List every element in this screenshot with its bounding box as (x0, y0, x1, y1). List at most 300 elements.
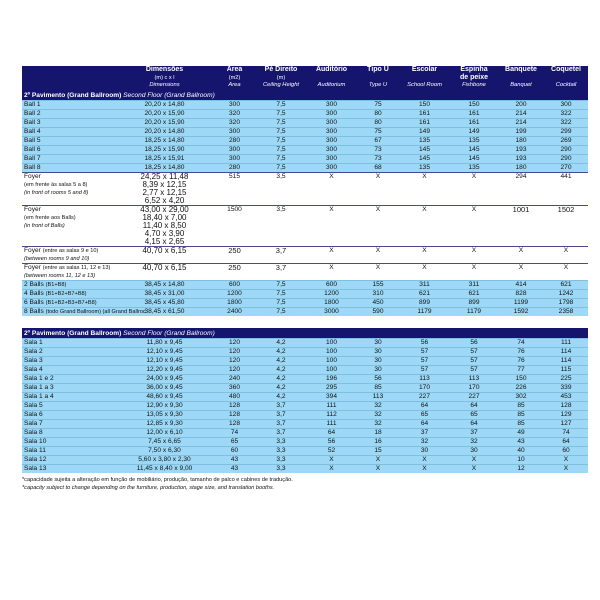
cell: 621 (399, 290, 450, 299)
cell: 322 (544, 110, 588, 119)
cell: 199 (498, 128, 544, 137)
cell: 20,20 x 15,90 (116, 119, 213, 128)
cell: 24,00 x 9,45 (116, 375, 213, 384)
cell: 1179 (450, 308, 498, 317)
cell: 57 (399, 357, 450, 366)
cell: 225 (544, 375, 588, 384)
capacity-table (22, 66, 588, 473)
cell: 3,7 (256, 411, 306, 420)
cell: 76 (498, 357, 544, 366)
cell: 65 (399, 411, 450, 420)
cell: 180 (498, 164, 544, 173)
cell: 49 (498, 429, 544, 438)
cell: 135 (450, 164, 498, 173)
cell: 127 (544, 420, 588, 429)
cell: 2358 (544, 308, 588, 317)
cell: 12,10 x 9,45 (116, 357, 213, 366)
cell: 7,5 (256, 290, 306, 299)
cell: 7,5 (256, 119, 306, 128)
cell: 67 (357, 137, 399, 146)
cell: 85 (357, 384, 399, 393)
cell: 621 (544, 281, 588, 290)
cell: 128 (544, 402, 588, 411)
col-school: Escolar (399, 66, 450, 82)
col-fishbone: Espinha de peixe (450, 66, 498, 82)
cell: X (450, 465, 498, 474)
cell: 414 (498, 281, 544, 290)
cell: 75 (357, 101, 399, 110)
cell: X (544, 465, 588, 474)
cell: 11,80 x 9,45 (116, 339, 213, 348)
cell: 300 (306, 128, 357, 137)
cell: 43 (213, 465, 256, 474)
cell: 73 (357, 155, 399, 164)
table-row (22, 465, 588, 474)
cell: 7,5 (256, 155, 306, 164)
cell: 75 (357, 128, 399, 137)
cell: 57 (399, 348, 450, 357)
cell: 111 (544, 339, 588, 348)
room-name: Sala 7 (22, 420, 116, 429)
cell: 128 (213, 420, 256, 429)
cell: 320 (213, 110, 256, 119)
table-row (22, 366, 588, 375)
cell: 12,90 x 9,30 (116, 402, 213, 411)
room-name: Sala 8 (22, 429, 116, 438)
cell: 150 (498, 375, 544, 384)
cell: 480 (213, 393, 256, 402)
table-row (22, 101, 588, 110)
cell: 161 (399, 110, 450, 119)
cell: 85 (498, 402, 544, 411)
cell: 76 (498, 348, 544, 357)
cell: 100 (306, 348, 357, 357)
cell: 3,3 (256, 438, 306, 447)
table-row: Foyer 43,00 x 29,00 1500 3,5 X X X X 1001 1502 (22, 206, 588, 215)
cell: 74 (213, 429, 256, 438)
cell: 227 (450, 393, 498, 402)
cell: 13,05 x 9,30 (116, 411, 213, 420)
cell: 38,45 x 61,50 (116, 308, 213, 317)
cell: 149 (399, 128, 450, 137)
cell: 394 (306, 393, 357, 402)
room-name: Ball 1 (22, 101, 116, 110)
table-row (22, 281, 588, 290)
cell: 1800 (213, 299, 256, 308)
room-name: Ball 7 (22, 155, 116, 164)
cell: 135 (450, 137, 498, 146)
cell: 899 (399, 299, 450, 308)
cell: 322 (544, 119, 588, 128)
footnote-pt: *capacidade sujeita a alteração em função de mobiliário, produção, tamanho de palco e cabines de tradução. (22, 477, 293, 483)
col-type-u: Tipo U (357, 66, 399, 82)
cell: 15 (357, 447, 399, 456)
cell: 30 (357, 339, 399, 348)
cell: 300 (306, 137, 357, 146)
footnote-en: *capacity subject to change depending on the furniture, production, stage size, and translation booths. (22, 485, 275, 491)
cell: 1179 (399, 308, 450, 317)
cell: 280 (213, 137, 256, 146)
cell: 450 (357, 299, 399, 308)
cell: 115 (544, 366, 588, 375)
cell: 135 (399, 137, 450, 146)
room-name: Ball 6 (22, 146, 116, 155)
cell: 269 (544, 137, 588, 146)
cell: 339 (544, 384, 588, 393)
cell: 111 (306, 402, 357, 411)
section-header: 2º Pavimento (Grand Ballroom) Second Floor (Grand Ballroom) (22, 91, 588, 101)
room-name: Ball 4 (22, 128, 116, 137)
cell: 600 (306, 281, 357, 290)
cell: 227 (399, 393, 450, 402)
cell: 30 (450, 447, 498, 456)
cell: 20,20 x 14,80 (116, 101, 213, 110)
cell: 64 (544, 438, 588, 447)
cell: 56 (357, 375, 399, 384)
cell: 20,20 x 14,80 (116, 128, 213, 137)
cell: 64 (450, 402, 498, 411)
cell: 7,5 (256, 299, 306, 308)
cell: 7,5 (256, 281, 306, 290)
cell: 80 (357, 110, 399, 119)
cell: 56 (450, 339, 498, 348)
cell: X (306, 456, 357, 465)
cell: 12,10 x 9,45 (116, 348, 213, 357)
table-row (22, 146, 588, 155)
cell: 114 (544, 357, 588, 366)
room-name: Sala 6 (22, 411, 116, 420)
room-name: Ball 5 (22, 137, 116, 146)
cell: 30 (357, 348, 399, 357)
cell: 300 (306, 146, 357, 155)
cell: 290 (544, 146, 588, 155)
cell: 300 (213, 101, 256, 110)
cell: 214 (498, 119, 544, 128)
cell: 32 (399, 438, 450, 447)
cell: X (544, 456, 588, 465)
cell: 38,45 x 45,80 (116, 299, 213, 308)
room-name: Sala 1 a 4 (22, 393, 116, 402)
cell: 30 (357, 366, 399, 375)
cell: 100 (306, 366, 357, 375)
cell: 200 (498, 101, 544, 110)
cell: 18,25 x 15,91 (116, 155, 213, 164)
cell: 4,2 (256, 384, 306, 393)
col-ceiling: Pé Direito (m) (256, 66, 306, 82)
room-name: Sala 3 (22, 357, 116, 366)
table-row (22, 456, 588, 465)
cell: 150 (450, 101, 498, 110)
room-name: Sala 1 (22, 339, 116, 348)
cell: 85 (498, 420, 544, 429)
cell: 3,7 (256, 420, 306, 429)
cell: 7,5 (256, 110, 306, 119)
cell: 300 (306, 101, 357, 110)
cell: 7,5 (256, 146, 306, 155)
combo-section (22, 281, 588, 317)
cell: 193 (498, 146, 544, 155)
table-row (22, 402, 588, 411)
cell: 310 (357, 290, 399, 299)
cell: 57 (450, 357, 498, 366)
cell: 4,2 (256, 375, 306, 384)
cell: 18,25 x 15,90 (116, 146, 213, 155)
cell: 18,25 x 14,80 (116, 137, 213, 146)
cell: 311 (450, 281, 498, 290)
cell: 73 (357, 146, 399, 155)
cell: 1200 (306, 290, 357, 299)
cell: 68 (357, 164, 399, 173)
table-row (22, 155, 588, 164)
cell: 290 (544, 155, 588, 164)
cell: 85 (498, 411, 544, 420)
cell: 135 (399, 164, 450, 173)
cell: 48,60 x 9,45 (116, 393, 213, 402)
cell: 60 (544, 447, 588, 456)
cell: 7,5 (256, 128, 306, 137)
room-name: Sala 5 (22, 402, 116, 411)
cell: 56 (306, 438, 357, 447)
cell: 20,20 x 15,90 (116, 110, 213, 119)
cell: 161 (399, 119, 450, 128)
cell: 3,3 (256, 465, 306, 474)
room-name: Sala 11 (22, 447, 116, 456)
table-row (22, 420, 588, 429)
cell: 37 (399, 429, 450, 438)
cell: 145 (399, 146, 450, 155)
cell: 74 (498, 339, 544, 348)
cell: 302 (498, 393, 544, 402)
room-name: Sala 1 a 3 (22, 384, 116, 393)
cell: 11,45 x 8,40 x 9,00 (116, 465, 213, 474)
cell: 149 (450, 128, 498, 137)
cell: 64 (399, 420, 450, 429)
cell: 2400 (213, 308, 256, 317)
cell: 57 (450, 348, 498, 357)
cell: 161 (450, 110, 498, 119)
cell: 280 (213, 164, 256, 173)
cell: 300 (213, 146, 256, 155)
cell: 52 (306, 447, 357, 456)
table-row: Foyer (entre as salas 9 e 10) 40,70 x 6,15 250 3,7 X X X X X X (22, 247, 588, 256)
cell: 4,2 (256, 348, 306, 357)
cell: 590 (357, 308, 399, 317)
cell: 32 (357, 402, 399, 411)
cell: 7,5 (256, 101, 306, 110)
table-row (22, 308, 588, 317)
cell: 64 (306, 429, 357, 438)
cell: 300 (213, 155, 256, 164)
cell: 3,3 (256, 447, 306, 456)
cell: 299 (544, 128, 588, 137)
cell: 100 (306, 357, 357, 366)
room-name: Sala 10 (22, 438, 116, 447)
cell: 899 (450, 299, 498, 308)
cell: 3,7 (256, 429, 306, 438)
cell: 240 (213, 375, 256, 384)
cell: 1798 (544, 299, 588, 308)
room-name: Sala 12 (22, 456, 116, 465)
cell: 196 (306, 375, 357, 384)
table-header: Dimensões (m) c x l Área (m2) Pé Direito (m) Auditório Tipo U Escolar Espinha de peixe Banquete Coquetel Dimensions Area Ceiling Height Auditorium Type U School Room Fishbone Banquet Cocktail (22, 66, 588, 91)
cell: 5,60 x 3,80 x 2,30 (116, 456, 213, 465)
ballroom-section (22, 91, 588, 173)
table-row: Foyer (entre as salas 11, 12 e 13) 40,70 x 6,15 250 3,7 X X X X X X (22, 264, 588, 273)
room-name: Ball 8 (22, 164, 116, 173)
table-row (22, 348, 588, 357)
cell: 300 (306, 119, 357, 128)
cell: 120 (213, 339, 256, 348)
table-row (22, 339, 588, 348)
section-header: 2º Pavimento (Grand Ballroom) Second Floor (Grand Ballroom) (22, 329, 588, 339)
table-row (22, 137, 588, 146)
cell: 120 (213, 348, 256, 357)
cell: 12,20 x 9,45 (116, 366, 213, 375)
cell: 295 (306, 384, 357, 393)
cell: 12,00 x 6,10 (116, 429, 213, 438)
cell: 3,7 (256, 402, 306, 411)
table-row (22, 375, 588, 384)
cell: 161 (450, 119, 498, 128)
cell: 60 (213, 447, 256, 456)
cell: 300 (306, 110, 357, 119)
table-row (22, 411, 588, 420)
room-name: Ball 3 (22, 119, 116, 128)
footnotes (22, 476, 580, 492)
cell: 621 (450, 290, 498, 299)
cell: 43 (213, 456, 256, 465)
table-row (22, 438, 588, 447)
cell: 64 (399, 402, 450, 411)
cell: 65 (213, 438, 256, 447)
cell: 113 (399, 375, 450, 384)
cell: 360 (213, 384, 256, 393)
cell: 111 (306, 420, 357, 429)
room-name: 2 Balls (B1+B8) (22, 281, 116, 290)
room-name: Sala 4 (22, 366, 116, 375)
col-area: Área (m2) (213, 66, 256, 82)
cell: 4,2 (256, 366, 306, 375)
cell: X (399, 456, 450, 465)
col-cocktail: Coquetel (544, 66, 588, 82)
cell: 18,25 x 14,80 (116, 164, 213, 173)
capacity-table-container (22, 66, 580, 492)
cell: 7,50 x 6,30 (116, 447, 213, 456)
cell: 145 (399, 155, 450, 164)
cell: 1800 (306, 299, 357, 308)
cell: 30 (357, 357, 399, 366)
cell: 57 (450, 366, 498, 375)
cell: X (357, 456, 399, 465)
room-name: 8 Balls (todo Grand Ballroom) (all Grand Ballroc (24, 308, 146, 315)
cell: X (450, 456, 498, 465)
table-row (22, 393, 588, 402)
cell: 170 (399, 384, 450, 393)
cell: 16 (357, 438, 399, 447)
cell: 300 (544, 101, 588, 110)
cell: 7,5 (256, 137, 306, 146)
cell: 270 (544, 164, 588, 173)
cell: 120 (213, 366, 256, 375)
cell: 7,45 x 6,65 (116, 438, 213, 447)
cell: 1199 (498, 299, 544, 308)
cell: 114 (544, 348, 588, 357)
cell: 18 (357, 429, 399, 438)
table-row (22, 299, 588, 308)
table-row (22, 119, 588, 128)
cell: 113 (450, 375, 498, 384)
cell: 600 (213, 281, 256, 290)
table-row (22, 447, 588, 456)
room-name: Sala 1 e 2 (22, 375, 116, 384)
cell: 311 (399, 281, 450, 290)
cell: 4,2 (256, 357, 306, 366)
cell: 145 (450, 155, 498, 164)
table-row (22, 128, 588, 137)
cell: 56 (399, 339, 450, 348)
cell: 38,45 x 14,80 (116, 281, 213, 290)
cell: 30 (399, 447, 450, 456)
cell: 128 (213, 402, 256, 411)
cell: 320 (213, 119, 256, 128)
cell: 129 (544, 411, 588, 420)
cell: 38,45 x 31,00 (116, 290, 213, 299)
cell: 36,00 x 9,45 (116, 384, 213, 393)
table-row (22, 110, 588, 119)
cell: 1592 (498, 308, 544, 317)
cell: X (306, 465, 357, 474)
cell: 7,5 (256, 308, 306, 317)
col-auditorium: Auditório (306, 66, 357, 82)
cell: 150 (399, 101, 450, 110)
cell: 1200 (213, 290, 256, 299)
cell: 74 (544, 429, 588, 438)
foyer-section: Foyer 24,25 x 11,48 515 3,5 X X X X 294 441 (em frente às salas 5 a 8) 8,39 x 12,15 (in front of rooms 5 and 8) 2,77 x 12,15 6,52 x 4,20 Foyer 43,00 x 29,00 1500 3,5 X X X X 1001 1502 (em frente aos Balls) 18,40 x 7,00 (in front of Balls) 11,40 x 8,50 4,70 x 3,90 4,15 x 2,65 Foyer (entre as salas 9 e 10) 40,70 x 6,15 250 3,7 X X X X X X (between rooms 9 and 10) Foyer (entre as salas 11, 12 e 13) 40,70 x 6,15 250 3,7 X X X X X X (between rooms 11, 12 e 13) (22, 173, 588, 281)
table-row (22, 357, 588, 366)
room-name: Sala 2 (22, 348, 116, 357)
room-name: Ball 2 (22, 110, 116, 119)
room-name: 6 Balls (B1+B2+B3+B7+B8) (22, 299, 116, 308)
table-row (22, 164, 588, 173)
cell: 3000 (306, 308, 357, 317)
cell: 64 (450, 420, 498, 429)
cell: 10 (498, 456, 544, 465)
room-name: 4 Balls (B1+B2+B7+B8) (22, 290, 116, 299)
cell: 100 (306, 339, 357, 348)
cell: 77 (498, 366, 544, 375)
cell: 3,3 (256, 456, 306, 465)
table-row (22, 290, 588, 299)
cell: 32 (357, 411, 399, 420)
cell: 4,2 (256, 339, 306, 348)
cell: 170 (450, 384, 498, 393)
cell: 128 (213, 411, 256, 420)
cell: 828 (498, 290, 544, 299)
cell: 1242 (544, 290, 588, 299)
rooms-section (22, 339, 588, 474)
cell: 4,2 (256, 393, 306, 402)
cell: 180 (498, 137, 544, 146)
cell: 57 (399, 366, 450, 375)
table-row: Foyer 24,25 x 11,48 515 3,5 X X X X 294 441 (22, 173, 588, 182)
cell: 32 (357, 420, 399, 429)
cell: 113 (357, 393, 399, 402)
table-row (22, 384, 588, 393)
cell: 37 (450, 429, 498, 438)
cell: 12,85 x 9,30 (116, 420, 213, 429)
cell: 112 (306, 411, 357, 420)
cell: 145 (450, 146, 498, 155)
